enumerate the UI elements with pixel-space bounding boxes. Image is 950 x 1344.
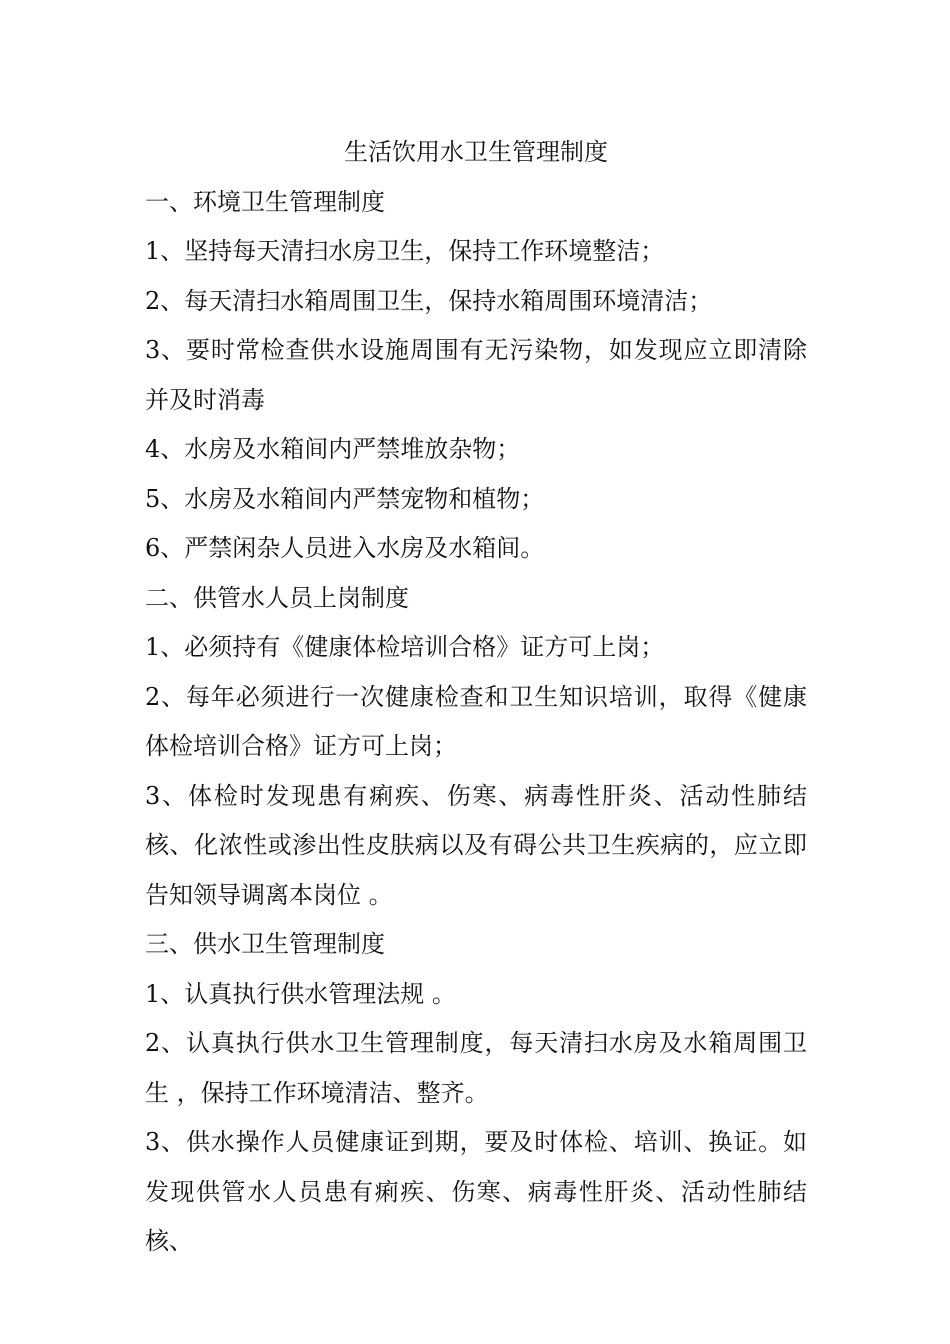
section-heading-water-supply: 三、供水卫生管理制度 <box>145 930 385 958</box>
section-heading-staff: 二、供管水人员上岗制度 <box>145 583 409 612</box>
document-title: 生活饮用水卫生管理制度 <box>344 138 608 166</box>
section-heading-environment: 一、环境卫生管理制度 <box>145 187 385 216</box>
paragraph: 1、必须持有《健康体检培训合格》证方可上岗； <box>145 633 665 661</box>
paragraph: 2、每年必须进行一次健康检查和卫生知识培训，取得《健康体检培训合格》证方可上岗； <box>145 682 807 760</box>
paragraph: 3、体检时发现患有痢疾、伤寒、病毒性肝炎、活动性肺结核、化浓性或渗出性皮肤病以及有碍公共卫生疾病的，应立即告知领导调离本岗位 。 <box>145 781 807 909</box>
document-body <box>145 128 807 1267</box>
paragraph: 6、严禁闲杂人员进入水房及水箱间。 <box>145 534 545 562</box>
paragraph: 2、认真执行供水卫生管理制度，每天清扫水房及水箱周围卫生 ，保持工作环境清洁、整齐。 <box>145 1029 807 1107</box>
paragraph: 5、水房及水箱间内严禁宠物和植物； <box>145 484 545 513</box>
paragraph: 2、每天清扫水箱周围卫生，保持水箱周围环境清洁； <box>145 286 713 315</box>
paragraph: 3、要时常检查供水设施周围有无污染物，如发现应立即清除并及时消毒 <box>145 336 807 414</box>
paragraph: 1、坚持每天清扫水房卫生，保持工作环境整洁； <box>145 237 665 265</box>
paragraph: 3、供水操作人员健康证到期，要及时体检、培训、换证。如发现供管水人员患有痢疾、伤寒、病毒性肝炎、活动性肺结核、 <box>145 1128 807 1255</box>
paragraph: 1、认真执行供水管理法规 。 <box>145 979 456 1008</box>
paragraph: 4、水房及水箱间内严禁堆放杂物； <box>145 435 521 463</box>
